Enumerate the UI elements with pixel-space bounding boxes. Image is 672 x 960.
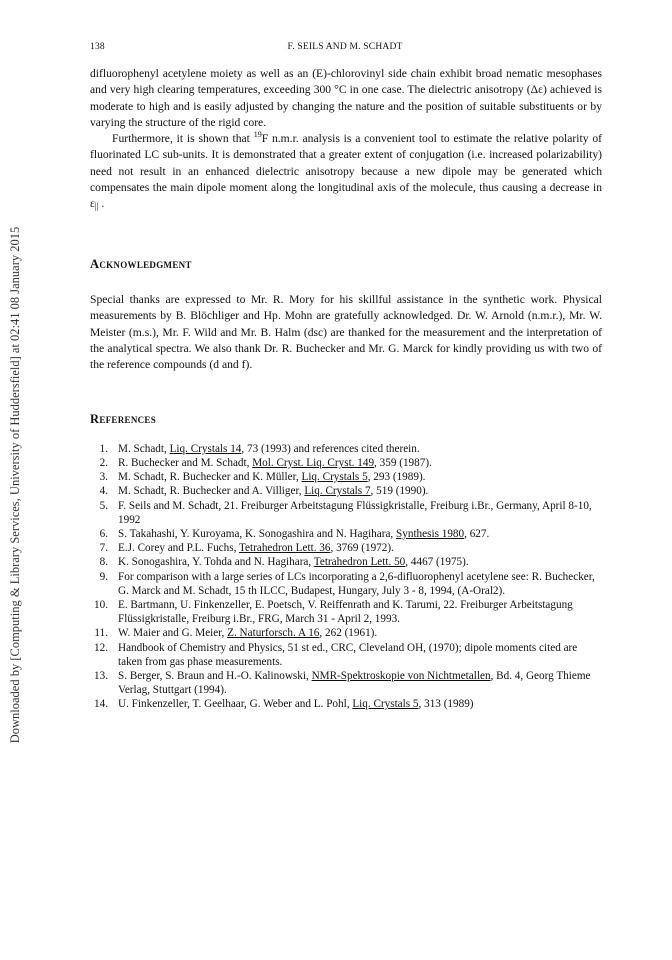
reference-details: , 519 (1990). (370, 485, 429, 498)
reference-source: Liq. Crystals 7 (304, 485, 371, 498)
reference-number: 5. (99, 499, 108, 512)
acknowledgment-heading: Acknowledgment (90, 256, 192, 271)
reference-source: Tetrahedron Lett. 36 (239, 542, 331, 555)
reference-source: Liq. Crystals 5 (301, 471, 368, 484)
reference-text: M. Schadt, R. Buchecker and K. Müller, (118, 471, 302, 484)
reference-source: Mol. Cryst. Liq. Cryst. 149 (252, 456, 375, 469)
reference-details: , 3769 (1972). (330, 542, 394, 555)
reference-details: , 262 (1961). (319, 627, 378, 640)
intro-paragraph-1: difluorophenyl acetylene moiety as well as an (E)-chlorovinyl side chain exhibit broad nematic mesophases and very high clearing temperatures, exceeding 300 °C in one case. The dielectric anisotropy (Δε) achieved is moderate to high and is easily adjusted by changing the nature and the position of suitable substituents or by varying the structure of the rigid core. (90, 67, 602, 129)
references-heading: References (90, 412, 157, 427)
reference-item (90, 598, 602, 626)
reference-item (90, 541, 602, 555)
reference-source: Liq. Crystals 14 (169, 442, 242, 455)
reference-source: Z. Naturforsch. A 16 (227, 627, 320, 640)
reference-item (90, 499, 602, 527)
reference-source: Tetrahedron Lett. 50 (313, 556, 406, 569)
intro-p2-post: F n.m.r. analysis is a convenient tool to estimate the relative polarity of fluorinated LC sub-units. It is demonstrated that a greater extent of conjugation (i.e. increased polarizability) need not result in an enhanced dielectric anisotropy because a new dipole may be generated which compensates the main dipole moment along the longitudinal axis of the molecule, thus causing a decrease in ε (90, 132, 602, 211)
reference-item (90, 456, 602, 470)
download-watermark-text: Downloaded by [Computing & Library Services, University of Huddersfield] at 02:41 08 January 2015 (8, 226, 22, 744)
reference-text: S. Berger, S. Braun and H.-O. Kalinowski, (118, 670, 312, 682)
reference-item (90, 527, 602, 541)
reference-text: For comparison with a large series of LCs incorporating a 2,6-difluorophenyl acetylene see: R. Buchecker, G. Marck and M. Schadt, 15 th ILCC, Budapest, Hungary, July 3 - 8, 1994, (A-Oral2). (118, 570, 595, 597)
intro-p2-pre: Furthermore, it is shown that (112, 132, 254, 146)
running-head-authors: F. SEILS AND M. SCHADT (287, 42, 403, 52)
reference-text: R. Buchecker and M. Schadt, (118, 456, 253, 469)
reference-text: Handbook of Chemistry and Physics, 51 st ed., CRC, Cleveland OH, (1970); dipole moments cited are taken from gas phase measurements. (118, 641, 578, 668)
reference-text: K. Sonogashira, Y. Tohda and N. Hagihara, (118, 556, 314, 569)
reference-text: E.J. Corey and P.L. Fuchs, (118, 542, 239, 555)
reference-number: 8. (99, 556, 108, 569)
reference-text: M. Schadt, R. Buchecker and A. Villiger, (118, 485, 305, 498)
reference-number: 6. (99, 527, 108, 540)
references-list (90, 442, 602, 712)
reference-number: 10. (94, 598, 108, 611)
reference-text: S. Takahashi, Y. Kuroyama, K. Sonogashira and N. Hagihara, (118, 527, 397, 540)
reference-item (90, 697, 602, 711)
reference-text: F. Seils and M. Schadt, 21. Freiburger Arbeitstagung Flüssigkristalle, Freiburg i.Br., Germany, April 8-10, 1992 (118, 499, 592, 526)
page-number: 138 (90, 42, 105, 52)
reference-number: 12. (94, 641, 108, 654)
reference-number: 13. (94, 670, 108, 682)
reference-item (90, 442, 602, 456)
reference-source: Liq. Crystals 5 (352, 698, 419, 711)
reference-text: W. Maier and G. Meier, (118, 627, 228, 640)
reference-source: Synthesis 1980 (396, 527, 465, 540)
reference-details: , 73 (1993) and references cited therein. (241, 442, 420, 455)
reference-details: , 4467 (1975). (405, 556, 469, 569)
reference-text: E. Bartmann, U. Finkenzeller, E. Poetsch, V. Reiffenrath and K. Tarumi, 22. Freiburger Arbeitstagung Flüssigkristalle, Freiburg i.Br., FRG, March 31 - April 2, 1993. (118, 598, 573, 626)
reference-item (90, 570, 602, 598)
reference-number: 4. (99, 485, 108, 498)
reference-number: 11. (94, 627, 108, 640)
download-watermark (4, 160, 26, 810)
reference-text: M. Schadt, (118, 442, 170, 455)
reference-number: 14. (94, 698, 108, 711)
reference-details: , 627. (464, 527, 490, 540)
reference-item (90, 470, 602, 484)
reference-source: NMR-Spektroskopie von Nichtmetallen (311, 670, 491, 682)
reference-details: , 359 (1987). (374, 456, 432, 469)
reference-number: 3. (99, 471, 108, 484)
reference-item (90, 669, 602, 697)
reference-details: , 313 (1989) (418, 698, 474, 711)
running-head (90, 42, 600, 56)
reference-item (90, 555, 602, 569)
reference-number: 2. (99, 456, 108, 469)
reference-text: U. Finkenzeller, T. Geelhaar, G. Weber and L. Pohl, (118, 698, 353, 711)
article-body (90, 66, 602, 712)
reference-item (90, 641, 602, 669)
reference-number: 7. (99, 542, 108, 555)
intro-paragraph-2 (90, 131, 602, 214)
reference-item (90, 626, 602, 640)
intro-p2-subscript: || (94, 201, 99, 212)
acknowledgment-paragraph: Special thanks are expressed to Mr. R. Mory for his skillful assistance in the synthetic work. Physical measurements by B. Blöchliger and Hp. Mohn are gratefully acknowledged. Dr. W. Arnold (n.m.r.), Mr. W. Meister (m.s.), Mr. F. Wild and Mr. B. Halm (dsc) are thanked for the measurement and the interpretation of the analytical spectra. We also thank Dr. R. Buchecker and Mr. G. Marck for kindly providing us with two of the reference compounds (d and f). (90, 292, 602, 372)
reference-number: 9. (99, 570, 108, 583)
reference-details: , 293 (1989). (367, 471, 426, 484)
reference-number: 1. (99, 442, 108, 455)
intro-p2-end: . (98, 197, 105, 211)
reference-item (90, 484, 602, 498)
reference-details: , Bd. 4, Georg Thieme Verlag, Stuttgart (1994). (118, 670, 591, 697)
intro-p2-superscript: 19 (253, 130, 262, 140)
